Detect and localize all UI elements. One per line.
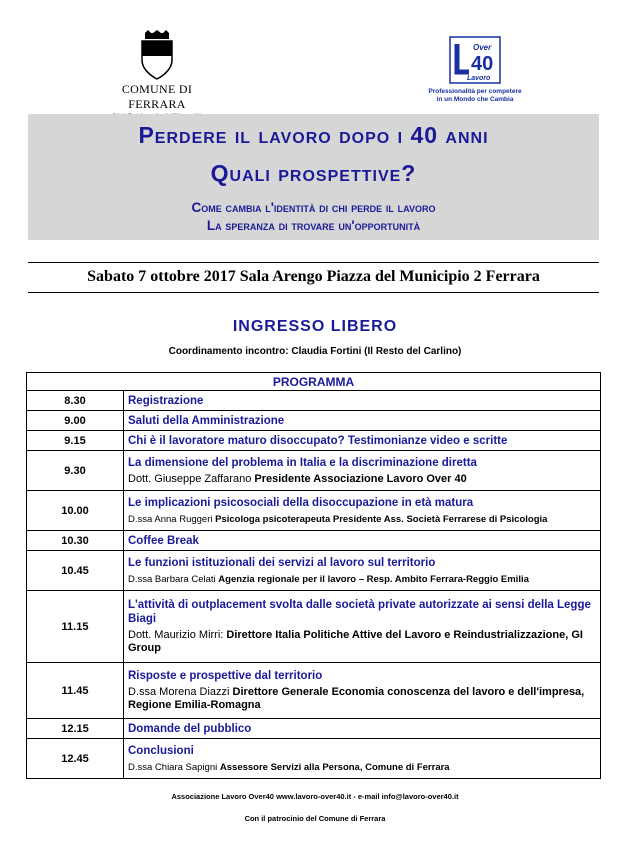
item-title: Registrazione — [128, 394, 204, 407]
item-title: Risposte e prospettive dal territorio — [128, 670, 323, 682]
item-speaker — [128, 573, 600, 586]
over40-logo-lavoro: Lavoro — [467, 75, 491, 82]
title-line-2: Quali prospettive? — [210, 160, 417, 186]
table-row — [27, 719, 601, 739]
over40-logo-over: Over — [473, 43, 492, 52]
item-speaker — [128, 761, 600, 774]
program-table — [26, 372, 601, 779]
table-row — [27, 739, 601, 779]
item-time: 8.30 — [27, 391, 124, 411]
speaker-name: D.ssa Barbara Celati — [128, 573, 216, 585]
speaker-name: Dott. Giuseppe Zaffarano — [128, 472, 252, 485]
table-row — [27, 591, 601, 663]
table-row — [27, 551, 601, 591]
item-time: 11.45 — [27, 663, 124, 719]
item-time: 9.30 — [27, 451, 124, 491]
speaker-role: Presidente Associazione Lavoro Over 40 — [254, 472, 467, 485]
speaker-name: D.ssa Chiara Sapigni — [128, 761, 218, 773]
table-row — [27, 431, 601, 451]
item-time: 12.15 — [27, 719, 124, 739]
subtitle-line-1: Come cambia l'identità di chi perde il lavoro — [191, 200, 436, 215]
program-header: PROGRAMMA — [27, 373, 601, 391]
over40-logo-number: 40 — [471, 53, 494, 75]
comune-logo — [92, 30, 222, 120]
over40-logo-icon — [449, 36, 501, 84]
title-band — [28, 114, 599, 240]
item-title: Le funzioni istituzionali dei servizi al lavoro sul territorio — [128, 556, 436, 569]
item-time: 9.15 — [27, 431, 124, 451]
speaker-role: Assessore Servizi alla Persona, Comune di Ferrara — [219, 761, 450, 773]
table-row — [27, 491, 601, 531]
partner-tagline-2: in un Mondo che Cambia — [436, 96, 514, 103]
table-row — [27, 411, 601, 431]
item-title: Saluti della Amministrazione — [128, 414, 285, 427]
over40-logo — [408, 36, 542, 104]
ferrara-crest-icon — [136, 30, 178, 80]
table-row — [27, 391, 601, 411]
item-speaker — [128, 513, 600, 526]
program-header-row — [27, 373, 601, 391]
item-title: L'attività di outplacement svolta dalle società private autorizzate ai sensi della Legge Biagi — [128, 599, 591, 625]
item-speaker — [128, 473, 600, 486]
item-title: Chi è il lavoratore maturo disoccupato? Testimonianze video e scritte — [128, 434, 508, 447]
speaker-role: Direttore Italia Politiche Attive del Lavoro e Reindustrializzazione, GI Group — [128, 629, 583, 654]
table-row — [27, 451, 601, 491]
coordination-text: Coordinamento incontro: Claudia Fortini (Il Resto del Carlino) — [168, 346, 462, 357]
divider-top — [28, 262, 599, 263]
item-time: 10.00 — [27, 491, 124, 531]
item-time: 11.15 — [27, 591, 124, 663]
speaker-role: Direttore Generale Economia conoscenza del lavoro e dell'impresa, Regione Emilia-Romagna — [128, 686, 585, 711]
table-row — [27, 663, 601, 719]
association-contact: Associazione Lavoro Over40 www.lavoro-over40.it - e-mail info@lavoro-over40.it — [171, 792, 459, 801]
free-entry-label: INGRESSO LIBERO — [232, 318, 398, 335]
item-title: Le implicazioni psicosociali della disoccupazione in età matura — [128, 496, 474, 509]
event-date-location: Sabato 7 ottobre 2017 Sala Arengo Piazza del Municipio 2 Ferrara — [87, 268, 540, 285]
item-time: 10.30 — [27, 531, 124, 551]
item-speaker — [128, 629, 600, 655]
item-title: Conclusioni — [128, 744, 194, 757]
subtitle-line-2: La speranza di trovare un'opportunità — [206, 218, 421, 233]
speaker-role: Agenzia regionale per il lavoro – Resp. Ambito Ferrara-Reggio Emilia — [218, 573, 529, 585]
item-title: Coffee Break — [128, 534, 199, 547]
divider-bottom — [28, 292, 599, 293]
speaker-role: Psicologa psicoterapeuta Presidente Ass. Società Ferrarese di Psicologia — [215, 513, 548, 525]
partner-tagline-1: Professionalità per competere — [428, 88, 522, 95]
title-line-1: Perdere il lavoro dopo i 40 anni — [138, 122, 489, 148]
item-time: 10.45 — [27, 551, 124, 591]
comune-name: COMUNE DI FERRARA — [121, 82, 193, 111]
item-time: 9.00 — [27, 411, 124, 431]
item-title: Domande del pubblico — [128, 722, 252, 735]
speaker-name: D.ssa Morena Diazzi — [128, 686, 230, 698]
item-speaker — [128, 686, 600, 712]
patronage-note: Con il patrocinio del Comune di Ferrara — [244, 814, 386, 823]
item-title: La dimensione del problema in Italia e la discriminazione diretta — [128, 456, 477, 469]
speaker-name: D.ssa Anna Ruggeri — [128, 513, 213, 525]
speaker-name: Dott. Maurizio Mirri: — [128, 629, 224, 641]
table-row — [27, 531, 601, 551]
item-time: 12.45 — [27, 739, 124, 779]
